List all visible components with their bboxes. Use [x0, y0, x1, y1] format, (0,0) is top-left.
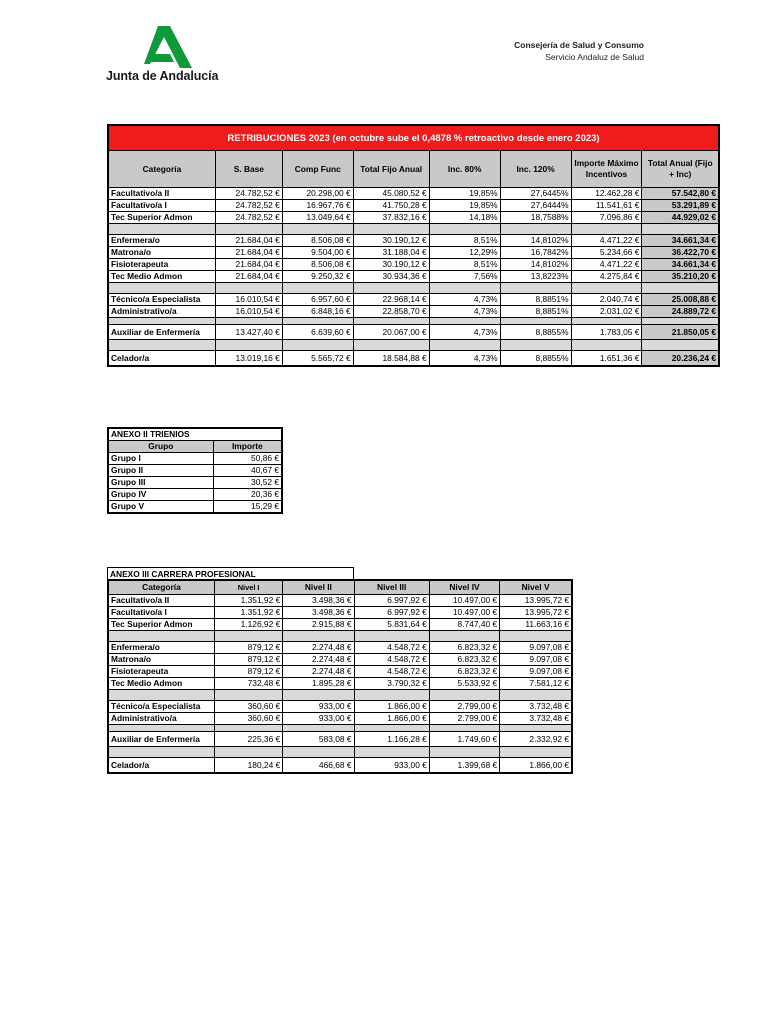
value-cell: 18,7588% — [500, 212, 571, 224]
value-cell: 16.010,54 € — [215, 294, 282, 306]
amount-cell: 50,86 € — [213, 453, 282, 465]
separator-cell — [353, 340, 429, 351]
total-cell: 36.422,70 € — [642, 247, 719, 259]
category-cell: Facultativo/a I — [108, 607, 214, 619]
value-cell: 7.581,12 € — [500, 678, 572, 690]
value-cell: 2.040,74 € — [571, 294, 642, 306]
separator-cell — [108, 747, 214, 758]
value-cell: 1.895,28 € — [283, 678, 354, 690]
category-cell: Facultativo/a II — [108, 188, 215, 200]
separator-cell — [353, 318, 429, 325]
value-cell: 11.541,61 € — [571, 200, 642, 212]
separator-cell — [108, 725, 214, 732]
group-separator — [108, 318, 719, 325]
separator-cell — [283, 725, 354, 732]
separator-cell — [214, 631, 282, 642]
separator-cell — [500, 631, 572, 642]
value-cell: 225,36 € — [214, 732, 282, 747]
value-cell: 1.866,00 € — [354, 713, 429, 725]
separator-cell — [108, 318, 215, 325]
value-cell: 16.967,76 € — [282, 200, 353, 212]
separator-cell — [354, 690, 429, 701]
value-cell: 5.565,72 € — [282, 351, 353, 367]
value-cell: 20.298,00 € — [282, 188, 353, 200]
amount-cell: 20,36 € — [213, 489, 282, 501]
value-cell: 13.995,72 € — [500, 607, 572, 619]
value-cell: 4,73% — [429, 306, 500, 318]
category-cell: Administrativo/a — [108, 306, 215, 318]
separator-cell — [642, 224, 719, 235]
value-cell: 8,8855% — [500, 351, 571, 367]
table-row — [108, 666, 572, 678]
separator-cell — [283, 690, 354, 701]
separator-cell — [214, 747, 282, 758]
separator-cell — [429, 747, 499, 758]
value-cell: 4.548,72 € — [354, 654, 429, 666]
category-cell: Auxiliar de Enfermería — [108, 325, 215, 340]
group-separator — [108, 631, 572, 642]
retribuciones-table — [107, 124, 720, 367]
value-cell: 2.031,02 € — [571, 306, 642, 318]
value-cell: 1.866,00 € — [354, 701, 429, 713]
value-cell: 8,51% — [429, 259, 500, 271]
value-cell: 7.096,86 € — [571, 212, 642, 224]
table-row — [108, 501, 282, 514]
column-header: Importe — [213, 441, 282, 453]
category-cell: Fisioterapeuta — [108, 259, 215, 271]
value-cell: 8.747,40 € — [429, 619, 499, 631]
category-cell: Técnico/a Especialista — [108, 294, 215, 306]
total-cell: 57.542,80 € — [642, 188, 719, 200]
separator-cell — [429, 283, 500, 294]
table-row — [108, 654, 572, 666]
total-cell: 25.008,88 € — [642, 294, 719, 306]
value-cell: 9.097,08 € — [500, 642, 572, 654]
value-cell: 933,00 € — [283, 701, 354, 713]
value-cell: 6.823,32 € — [429, 654, 499, 666]
table-row — [108, 271, 719, 283]
value-cell: 1.783,05 € — [571, 325, 642, 340]
value-cell: 6.997,92 € — [354, 595, 429, 607]
column-header: Categoría — [108, 580, 214, 595]
column-header: Nivel III — [354, 580, 429, 595]
value-cell: 2.799,00 € — [429, 713, 499, 725]
dept-line-2: Servicio Andaluz de Salud — [545, 52, 644, 62]
value-cell: 360,60 € — [214, 713, 282, 725]
total-cell: 35.210,20 € — [642, 271, 719, 283]
total-cell: 44.929,02 € — [642, 212, 719, 224]
value-cell: 933,00 € — [354, 758, 429, 774]
value-cell: 27,6445% — [500, 188, 571, 200]
value-cell: 24.782,52 € — [215, 212, 282, 224]
value-cell: 13.427,40 € — [215, 325, 282, 340]
column-header: Nivel V — [500, 580, 572, 595]
separator-cell — [353, 224, 429, 235]
separator-cell — [500, 690, 572, 701]
value-cell: 3.790,32 € — [354, 678, 429, 690]
separator-cell — [429, 631, 499, 642]
group-separator — [108, 725, 572, 732]
value-cell: 879,12 € — [214, 654, 282, 666]
value-cell: 12,29% — [429, 247, 500, 259]
value-cell: 14,8102% — [500, 259, 571, 271]
value-cell: 21.684,04 € — [215, 271, 282, 283]
table-row — [108, 294, 719, 306]
value-cell: 3.498,36 € — [283, 607, 354, 619]
column-header: Comp Func — [282, 151, 353, 188]
group-cell: Grupo I — [108, 453, 213, 465]
value-cell: 45.080,52 € — [353, 188, 429, 200]
value-cell: 1.126,92 € — [214, 619, 282, 631]
separator-cell — [500, 224, 571, 235]
value-cell: 5.831,64 € — [354, 619, 429, 631]
separator-cell — [354, 725, 429, 732]
separator-cell — [108, 631, 214, 642]
table-row — [108, 188, 719, 200]
value-cell: 6.997,92 € — [354, 607, 429, 619]
value-cell: 8,51% — [429, 235, 500, 247]
column-header: Nivel IV — [429, 580, 499, 595]
value-cell: 1.866,00 € — [500, 758, 572, 774]
trienios-table — [107, 427, 283, 514]
column-header: Importe Máximo Incentivos — [571, 151, 642, 188]
category-cell: Facultativo/a II — [108, 595, 214, 607]
value-cell: 8.506,08 € — [282, 259, 353, 271]
separator-cell — [215, 283, 282, 294]
value-cell: 2.274,48 € — [283, 642, 354, 654]
separator-cell — [282, 318, 353, 325]
value-cell: 31.188,04 € — [353, 247, 429, 259]
category-cell: Administrativo/a — [108, 713, 214, 725]
separator-cell — [282, 283, 353, 294]
value-cell: 14,8102% — [500, 235, 571, 247]
value-cell: 22.968,14 € — [353, 294, 429, 306]
group-cell: Grupo III — [108, 477, 213, 489]
value-cell: 6.957,60 € — [282, 294, 353, 306]
category-cell: Auxiliar de Enfermería — [108, 732, 214, 747]
separator-cell — [108, 340, 215, 351]
value-cell: 180,24 € — [214, 758, 282, 774]
table-row — [108, 212, 719, 224]
value-cell: 24.782,52 € — [215, 188, 282, 200]
value-cell: 37.832,16 € — [353, 212, 429, 224]
table-row — [108, 701, 572, 713]
value-cell: 6.639,60 € — [282, 325, 353, 340]
separator-cell — [215, 318, 282, 325]
total-cell: 21.850,05 € — [642, 325, 719, 340]
category-cell: Enfermera/o — [108, 642, 214, 654]
value-cell: 4.471,22 € — [571, 235, 642, 247]
table-row — [108, 758, 572, 774]
value-cell: 6.848,16 € — [282, 306, 353, 318]
category-cell: Tec Superior Admon — [108, 212, 215, 224]
total-cell: 34.661,34 € — [642, 235, 719, 247]
table-row — [108, 713, 572, 725]
group-cell: Grupo V — [108, 501, 213, 514]
andalucia-a-icon — [136, 26, 194, 68]
value-cell: 2.799,00 € — [429, 701, 499, 713]
value-cell: 3.732,48 € — [500, 713, 572, 725]
amount-cell: 15,29 € — [213, 501, 282, 514]
total-cell: 24.889,72 € — [642, 306, 719, 318]
table-row — [108, 732, 572, 747]
value-cell: 22.858,70 € — [353, 306, 429, 318]
value-cell: 732,48 € — [214, 678, 282, 690]
separator-cell — [214, 690, 282, 701]
column-header: S. Base — [215, 151, 282, 188]
value-cell: 13.995,72 € — [500, 595, 572, 607]
value-cell: 9.250,32 € — [282, 271, 353, 283]
value-cell: 8,8851% — [500, 294, 571, 306]
category-cell: Facultativo/a I — [108, 200, 215, 212]
group-separator — [108, 340, 719, 351]
value-cell: 18.584,88 € — [353, 351, 429, 367]
value-cell: 9.504,00 € — [282, 247, 353, 259]
total-cell: 53.291,89 € — [642, 200, 719, 212]
value-cell: 5.533,92 € — [429, 678, 499, 690]
value-cell: 14,18% — [429, 212, 500, 224]
value-cell: 24.782,52 € — [215, 200, 282, 212]
value-cell: 16.010,54 € — [215, 306, 282, 318]
value-cell: 1.166,28 € — [354, 732, 429, 747]
value-cell: 7,56% — [429, 271, 500, 283]
value-cell: 10.497,00 € — [429, 595, 499, 607]
table-row — [108, 453, 282, 465]
value-cell: 879,12 € — [214, 666, 282, 678]
value-cell: 21.684,04 € — [215, 247, 282, 259]
value-cell: 933,00 € — [283, 713, 354, 725]
value-cell: 21.684,04 € — [215, 235, 282, 247]
value-cell: 11.663,16 € — [500, 619, 572, 631]
separator-cell — [500, 318, 571, 325]
category-cell: Tec Medio Admon — [108, 678, 214, 690]
retribuciones-title: RETRIBUCIONES 2023 (en octubre sube el 0,4878 % retroactivo desde enero 2023) — [108, 125, 719, 151]
group-separator — [108, 224, 719, 235]
category-cell: Fisioterapeuta — [108, 666, 214, 678]
value-cell: 3.498,36 € — [283, 595, 354, 607]
table-row — [108, 325, 719, 340]
value-cell: 4.548,72 € — [354, 666, 429, 678]
separator-cell — [282, 224, 353, 235]
separator-cell — [571, 340, 642, 351]
department-header — [514, 39, 644, 63]
separator-cell — [354, 747, 429, 758]
amount-cell: 30,52 € — [213, 477, 282, 489]
value-cell: 30.934,36 € — [353, 271, 429, 283]
table-row — [108, 259, 719, 271]
table-row — [108, 489, 282, 501]
separator-cell — [282, 340, 353, 351]
category-cell: Tec Medio Admon — [108, 271, 215, 283]
value-cell: 2.332,92 € — [500, 732, 572, 747]
logo-text: Junta de Andalucía — [106, 69, 219, 83]
value-cell: 583,08 € — [283, 732, 354, 747]
column-header: Total Anual (Fijo + Inc) — [642, 151, 719, 188]
category-cell: Matrona/o — [108, 247, 215, 259]
separator-cell — [571, 318, 642, 325]
separator-cell — [429, 725, 499, 732]
separator-cell — [108, 690, 214, 701]
value-cell: 9.097,08 € — [500, 666, 572, 678]
trienios-caption: ANEXO II TRIENIOS — [108, 428, 282, 441]
value-cell: 1.351,92 € — [214, 607, 282, 619]
dept-line-1: Consejería de Salud y Consumo — [514, 40, 644, 50]
category-cell: Enfermera/o — [108, 235, 215, 247]
table-row — [108, 465, 282, 477]
value-cell: 2.274,48 € — [283, 654, 354, 666]
category-cell: Matrona/o — [108, 654, 214, 666]
junta-andalucia-logo — [106, 26, 226, 86]
separator-cell — [108, 283, 215, 294]
separator-cell — [429, 340, 500, 351]
separator-cell — [353, 283, 429, 294]
value-cell: 3.732,48 € — [500, 701, 572, 713]
column-header: Inc. 120% — [500, 151, 571, 188]
table-row — [108, 306, 719, 318]
category-cell: Celador/a — [108, 351, 215, 367]
category-cell: Técnico/a Especialista — [108, 701, 214, 713]
separator-cell — [571, 224, 642, 235]
value-cell: 13,8223% — [500, 271, 571, 283]
column-header: Inc. 80% — [429, 151, 500, 188]
column-header: Nivel II — [283, 580, 354, 595]
value-cell: 4.548,72 € — [354, 642, 429, 654]
separator-cell — [642, 283, 719, 294]
table-row — [108, 678, 572, 690]
value-cell: 30.190,12 € — [353, 235, 429, 247]
table-row — [108, 477, 282, 489]
value-cell: 27,6444% — [500, 200, 571, 212]
value-cell: 1.651,36 € — [571, 351, 642, 367]
carrera-profesional-table — [107, 579, 573, 774]
column-header: Categoría — [108, 151, 215, 188]
value-cell: 4,73% — [429, 325, 500, 340]
value-cell: 466,68 € — [283, 758, 354, 774]
separator-cell — [429, 690, 499, 701]
value-cell: 4.275,84 € — [571, 271, 642, 283]
value-cell: 20.067,00 € — [353, 325, 429, 340]
value-cell: 2.915,88 € — [283, 619, 354, 631]
separator-cell — [500, 725, 572, 732]
table-row — [108, 200, 719, 212]
value-cell: 360,60 € — [214, 701, 282, 713]
separator-cell — [500, 283, 571, 294]
value-cell: 30.190,12 € — [353, 259, 429, 271]
separator-cell — [214, 725, 282, 732]
category-cell: Tec Superior Admon — [108, 619, 214, 631]
value-cell: 8.506,08 € — [282, 235, 353, 247]
value-cell: 1.399,68 € — [429, 758, 499, 774]
value-cell: 19,85% — [429, 188, 500, 200]
separator-cell — [215, 224, 282, 235]
group-separator — [108, 747, 572, 758]
value-cell: 19,85% — [429, 200, 500, 212]
group-cell: Grupo IV — [108, 489, 213, 501]
group-separator — [108, 283, 719, 294]
value-cell: 9.097,08 € — [500, 654, 572, 666]
table-row — [108, 351, 719, 367]
column-header: Grupo — [108, 441, 213, 453]
separator-cell — [215, 340, 282, 351]
value-cell: 8,8851% — [500, 306, 571, 318]
separator-cell — [283, 747, 354, 758]
separator-cell — [571, 283, 642, 294]
value-cell: 8,8855% — [500, 325, 571, 340]
table-row — [108, 595, 572, 607]
category-cell: Celador/a — [108, 758, 214, 774]
value-cell: 6.823,32 € — [429, 666, 499, 678]
value-cell: 4.471,22 € — [571, 259, 642, 271]
value-cell: 12.462,28 € — [571, 188, 642, 200]
value-cell: 21.684,04 € — [215, 259, 282, 271]
separator-cell — [283, 631, 354, 642]
separator-cell — [642, 318, 719, 325]
group-cell: Grupo II — [108, 465, 213, 477]
value-cell: 6.823,32 € — [429, 642, 499, 654]
separator-cell — [429, 318, 500, 325]
separator-cell — [642, 340, 719, 351]
separator-cell — [354, 631, 429, 642]
table-row — [108, 619, 572, 631]
value-cell: 10.497,00 € — [429, 607, 499, 619]
value-cell: 879,12 € — [214, 642, 282, 654]
carrera-caption: ANEXO III CARRERA PROFESIONAL — [107, 567, 354, 579]
group-separator — [108, 690, 572, 701]
value-cell: 1.351,92 € — [214, 595, 282, 607]
value-cell: 5.234,66 € — [571, 247, 642, 259]
table-row — [108, 607, 572, 619]
table-row — [108, 235, 719, 247]
separator-cell — [500, 747, 572, 758]
value-cell: 13.049,64 € — [282, 212, 353, 224]
amount-cell: 40,67 € — [213, 465, 282, 477]
table-row — [108, 642, 572, 654]
column-header: Total Fijo Anual — [353, 151, 429, 188]
total-cell: 20.236,24 € — [642, 351, 719, 367]
value-cell: 41.750,28 € — [353, 200, 429, 212]
separator-cell — [108, 224, 215, 235]
separator-cell — [500, 340, 571, 351]
table-row — [108, 247, 719, 259]
value-cell: 1.749,60 € — [429, 732, 499, 747]
value-cell: 2.274,48 € — [283, 666, 354, 678]
value-cell: 16,7842% — [500, 247, 571, 259]
total-cell: 34.661,34 € — [642, 259, 719, 271]
value-cell: 13.019,16 € — [215, 351, 282, 367]
value-cell: 4,73% — [429, 294, 500, 306]
value-cell: 4,73% — [429, 351, 500, 367]
column-header: Nivel I — [214, 580, 282, 595]
separator-cell — [429, 224, 500, 235]
